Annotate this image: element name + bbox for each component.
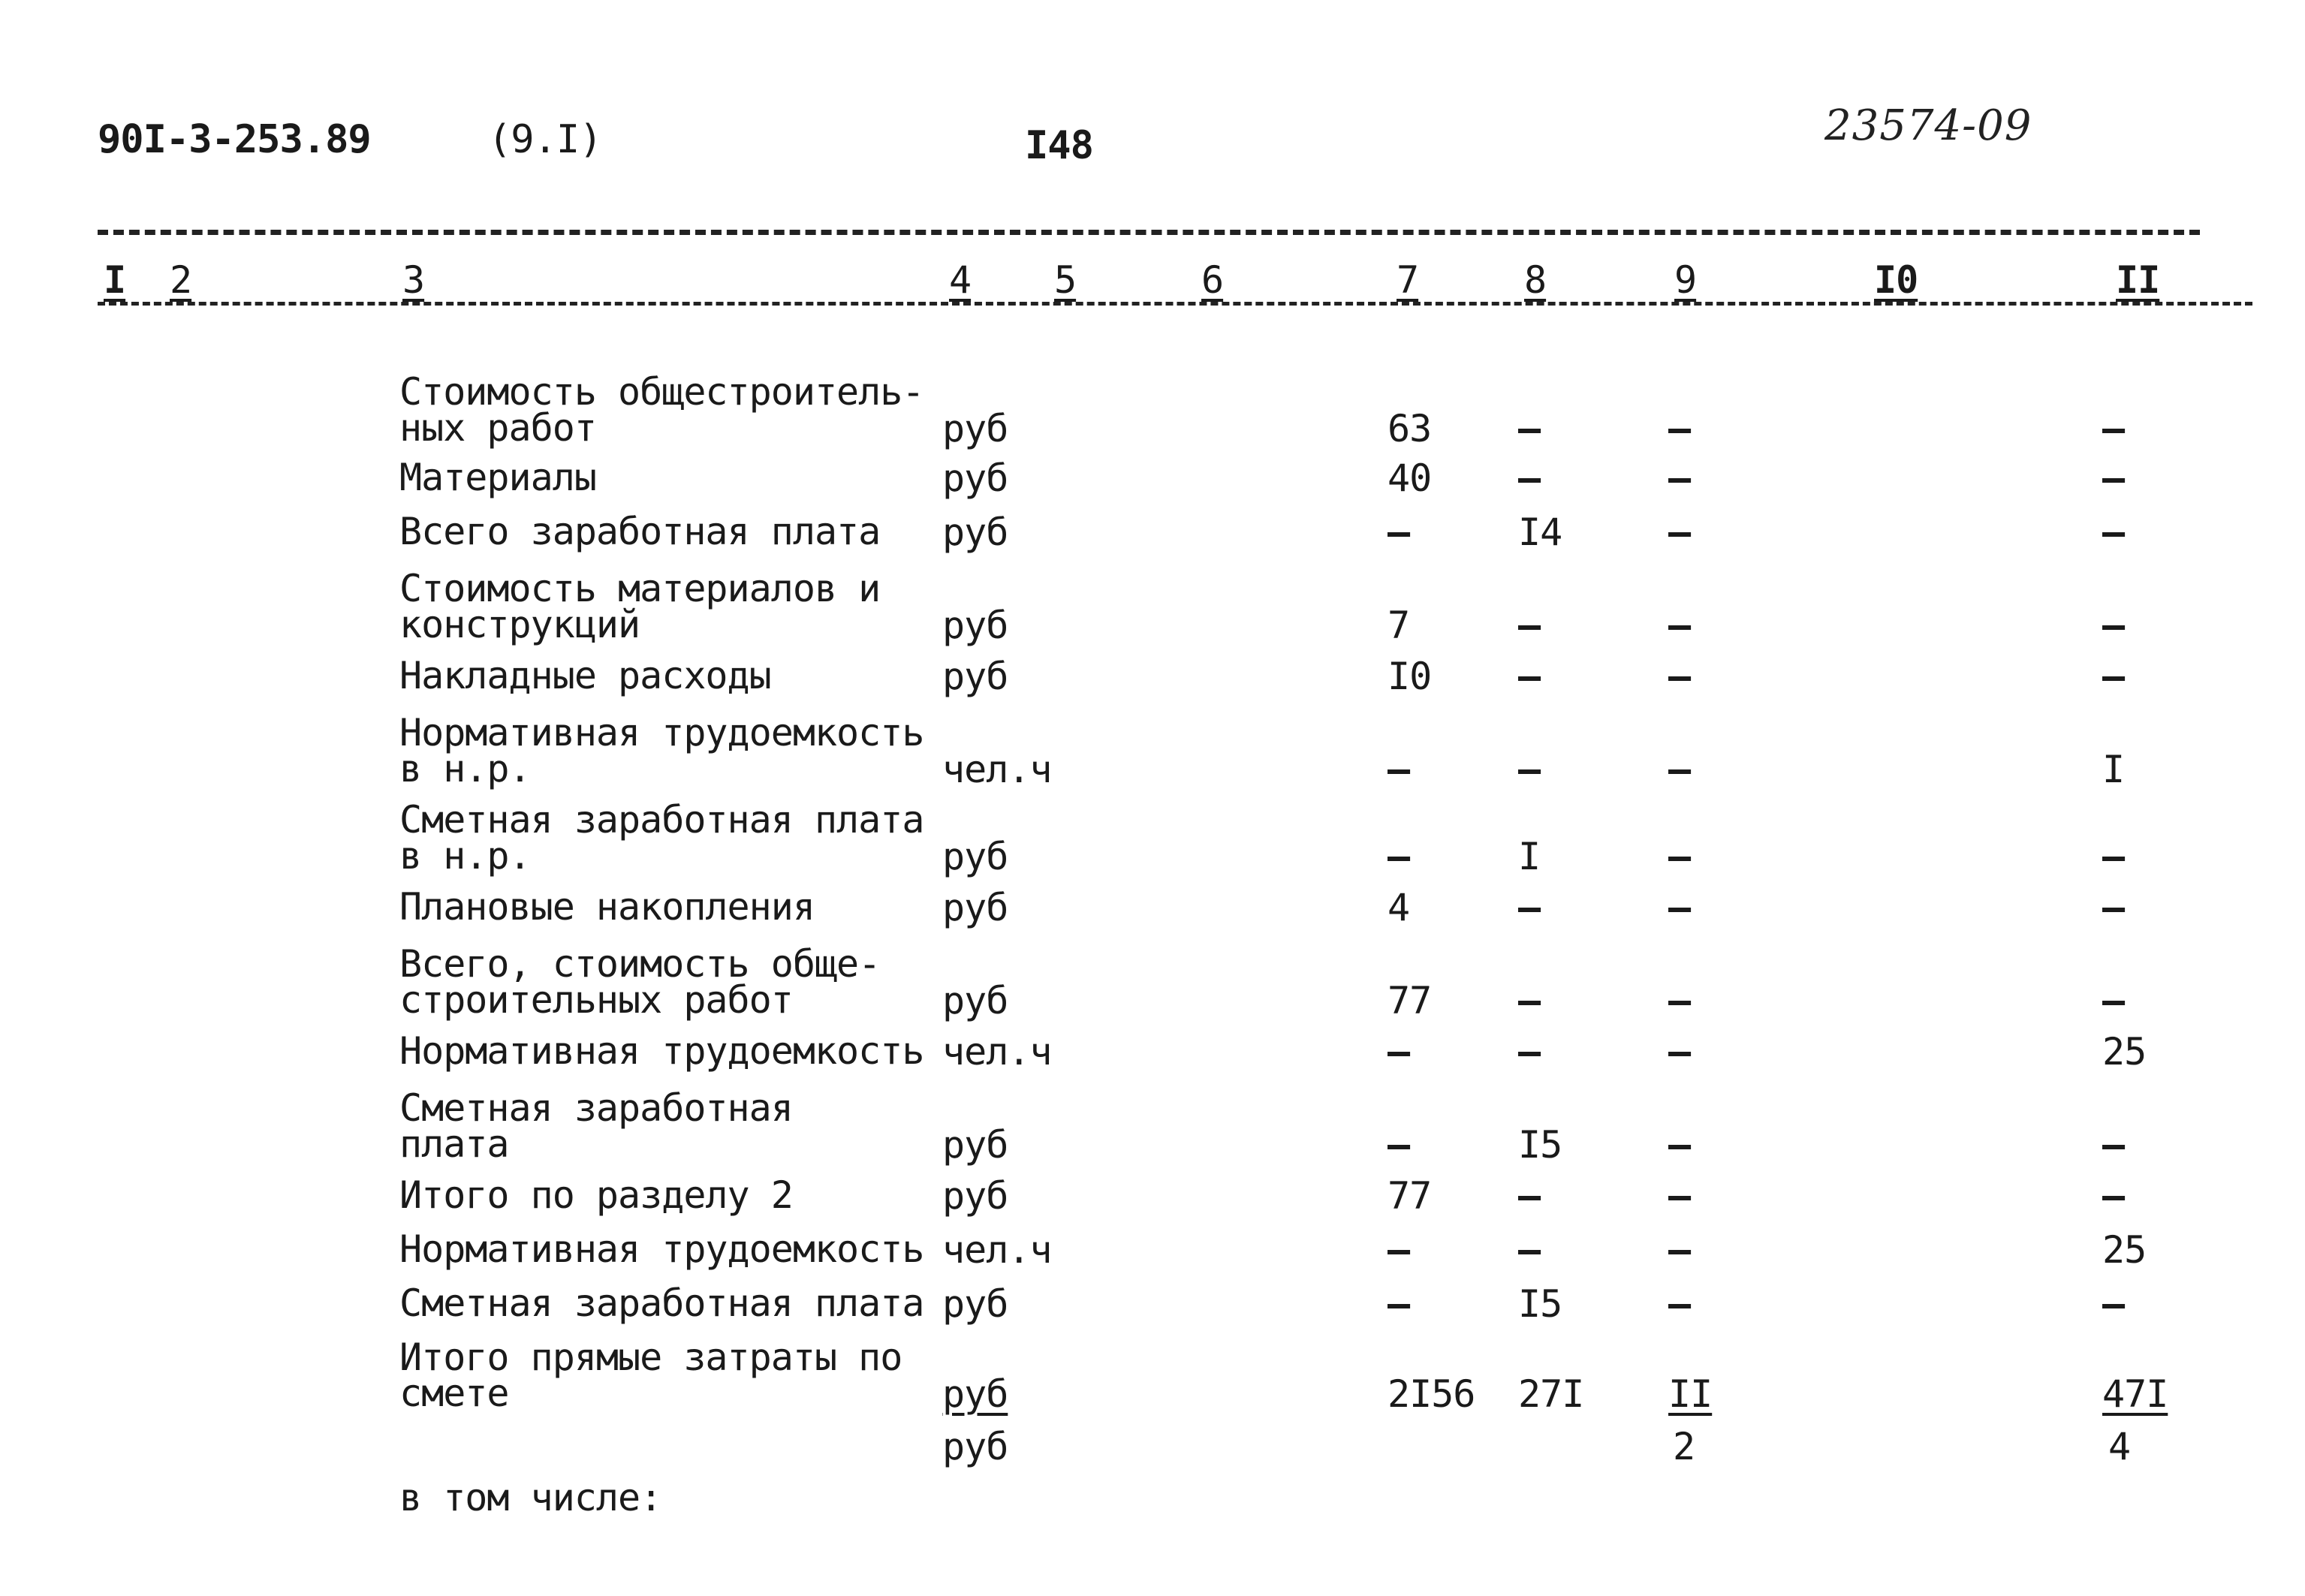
row-unit: руб xyxy=(942,1174,1008,1218)
row-value-c8: – xyxy=(1518,1030,1541,1074)
row-label xyxy=(399,1029,924,1073)
row-label-line: смете xyxy=(399,1372,509,1415)
column-number-2: 2 xyxy=(170,258,192,302)
row-value-c11: – xyxy=(2102,456,2125,500)
row-label xyxy=(399,798,924,878)
row-value-c7: 2I56 xyxy=(1388,1372,1475,1416)
row-value-c9: – xyxy=(1668,456,1691,500)
row-value-c11: – xyxy=(2102,510,2125,554)
section-number: (9.I) xyxy=(488,117,602,162)
row-value-c9: – xyxy=(1668,1030,1691,1074)
row-label-line: Итого прямые затраты по xyxy=(399,1336,902,1379)
row-value-c11: – xyxy=(2102,835,2125,878)
row-value-c9: – xyxy=(1668,1228,1691,1272)
row-value-c11: I xyxy=(2102,748,2125,791)
row-label xyxy=(399,711,924,790)
row-value-c7: – xyxy=(1388,510,1410,554)
document-code: 90I-3-253.89 xyxy=(98,117,371,162)
row-label-line: ных работ xyxy=(399,406,596,450)
row-value-c7: – xyxy=(1388,835,1410,878)
row-value-c8: – xyxy=(1518,407,1541,450)
row-label-line: Всего заработная плата xyxy=(399,510,881,553)
row-value-c7: 63 xyxy=(1388,407,1432,450)
row-unit: руб xyxy=(942,510,1008,554)
row-unit: чел.ч xyxy=(942,748,1052,791)
row-value-c7: – xyxy=(1388,1228,1410,1272)
row-label-line: Стоимость материалов и xyxy=(399,567,881,610)
row-value-c8: – xyxy=(1518,886,1541,929)
row-label-line: Нормативная трудоемкость xyxy=(399,1029,924,1073)
row-value-c11: – xyxy=(2102,979,2125,1022)
page-number: I48 xyxy=(1025,123,1093,168)
total-col9-second: 2 xyxy=(1673,1425,1695,1468)
row-value-c11: – xyxy=(2102,407,2125,450)
row-label xyxy=(399,510,881,553)
row-value-c11: – xyxy=(2102,1282,2125,1326)
row-value-c7: – xyxy=(1388,1123,1410,1167)
row-label-line: Стоимость общестроитель- xyxy=(399,370,924,414)
row-value-c8: – xyxy=(1518,979,1541,1022)
row-value-c9: – xyxy=(1668,604,1691,647)
row-unit: чел.ч xyxy=(942,1030,1052,1074)
row-value-c9: – xyxy=(1668,835,1691,878)
row-value-c7: – xyxy=(1388,1282,1410,1326)
row-value-c7: 77 xyxy=(1388,1174,1432,1218)
row-value-c9: – xyxy=(1668,748,1691,791)
column-number-6: 6 xyxy=(1201,258,1224,302)
row-value-c7: – xyxy=(1388,1030,1410,1074)
row-label xyxy=(399,1227,924,1271)
row-unit: руб xyxy=(942,655,1008,698)
row-label-line: Нормативная трудоемкость xyxy=(399,1227,924,1271)
row-label-line: Итого по разделу 2 xyxy=(399,1173,793,1217)
row-value-c8: I5 xyxy=(1518,1123,1562,1167)
row-value-c9: – xyxy=(1668,407,1691,450)
row-unit: руб xyxy=(942,604,1008,647)
row-label xyxy=(399,654,771,697)
row-label-line: Накладные расходы xyxy=(399,654,771,697)
top-dashed-rule xyxy=(98,230,2200,235)
handwritten-number: 23574-09 xyxy=(1824,101,2032,150)
row-label-line: строительных работ xyxy=(399,978,793,1022)
row-unit: руб xyxy=(942,407,1008,450)
row-value-c7: 4 xyxy=(1388,886,1410,929)
row-value-c11: 25 xyxy=(2102,1228,2147,1272)
row-value-c7: 7 xyxy=(1388,604,1410,647)
column-number-10: I0 xyxy=(1874,258,1918,302)
row-label-line: плата xyxy=(399,1122,509,1166)
row-label xyxy=(399,370,924,450)
row-value-c8: I4 xyxy=(1518,510,1562,554)
row-label-line: Сметная заработная xyxy=(399,1086,793,1130)
row-value-c8: – xyxy=(1518,748,1541,791)
row-label xyxy=(399,1086,793,1166)
row-value-c8: 27I xyxy=(1518,1372,1584,1416)
row-value-c8: I5 xyxy=(1518,1282,1562,1326)
row-value-c8: – xyxy=(1518,1174,1541,1218)
column-number-9: 9 xyxy=(1674,258,1697,302)
row-label xyxy=(399,942,881,1022)
column-header-dashed-rule xyxy=(98,302,2252,306)
row-value-c8: – xyxy=(1518,655,1541,698)
row-value-c9: – xyxy=(1668,886,1691,929)
row-label-line: Всего, стоимость обще- xyxy=(399,942,881,986)
row-label-line: Сметная заработная плата xyxy=(399,798,924,842)
row-value-c8: – xyxy=(1518,456,1541,500)
row-value-c11: 47I xyxy=(2102,1372,2168,1416)
row-value-c11: – xyxy=(2102,655,2125,698)
total-unit-second: руб xyxy=(942,1425,1008,1468)
row-value-c11: – xyxy=(2102,886,2125,929)
column-number-11: II xyxy=(2116,258,2160,302)
row-value-c7: 77 xyxy=(1388,979,1432,1022)
row-value-c9: – xyxy=(1668,979,1691,1022)
row-unit: руб xyxy=(942,886,1008,929)
row-value-c7: – xyxy=(1388,748,1410,791)
row-value-c9: II xyxy=(1668,1372,1713,1416)
row-value-c9: – xyxy=(1668,510,1691,554)
column-number-7: 7 xyxy=(1397,258,1419,302)
row-unit: руб xyxy=(942,1282,1008,1326)
row-label-line: в н.р. xyxy=(399,834,531,878)
row-value-c7: I0 xyxy=(1388,655,1432,698)
row-label-line: в н.р. xyxy=(399,747,531,790)
row-value-c9: – xyxy=(1668,1123,1691,1167)
row-label xyxy=(399,567,881,646)
row-value-c11: – xyxy=(2102,1123,2125,1167)
column-number-4: 4 xyxy=(949,258,972,302)
row-unit: руб xyxy=(942,1372,1008,1416)
column-number-1: I xyxy=(104,258,126,302)
row-label-line: Нормативная трудоемкость xyxy=(399,711,924,754)
row-unit: руб xyxy=(942,979,1008,1022)
column-number-3: 3 xyxy=(402,258,425,302)
row-value-c7: 40 xyxy=(1388,456,1432,500)
row-label-line: конструкций xyxy=(399,603,640,646)
footer-note: в том числе: xyxy=(399,1476,662,1519)
row-value-c9: – xyxy=(1668,1174,1691,1218)
row-label-line: Плановые накопления xyxy=(399,885,815,929)
row-label xyxy=(399,885,815,929)
row-unit: чел.ч xyxy=(942,1228,1052,1272)
row-value-c8: – xyxy=(1518,604,1541,647)
row-unit: руб xyxy=(942,1123,1008,1167)
row-value-c11: – xyxy=(2102,1174,2125,1218)
row-label xyxy=(399,456,596,499)
row-label-line: Материалы xyxy=(399,456,596,499)
row-value-c9: – xyxy=(1668,655,1691,698)
row-label-line: Сметная заработная плата xyxy=(399,1281,924,1325)
row-label xyxy=(399,1281,924,1325)
row-value-c8: – xyxy=(1518,1228,1541,1272)
row-unit: руб xyxy=(942,456,1008,500)
total-col11-second: 4 xyxy=(2108,1425,2131,1468)
row-value-c11: 25 xyxy=(2102,1030,2147,1074)
row-value-c11: – xyxy=(2102,604,2125,647)
row-value-c8: I xyxy=(1518,835,1541,878)
column-number-5: 5 xyxy=(1054,258,1077,302)
column-number-8: 8 xyxy=(1524,258,1547,302)
row-label xyxy=(399,1336,902,1415)
row-unit: руб xyxy=(942,835,1008,878)
row-value-c9: – xyxy=(1668,1282,1691,1326)
row-label xyxy=(399,1173,793,1217)
